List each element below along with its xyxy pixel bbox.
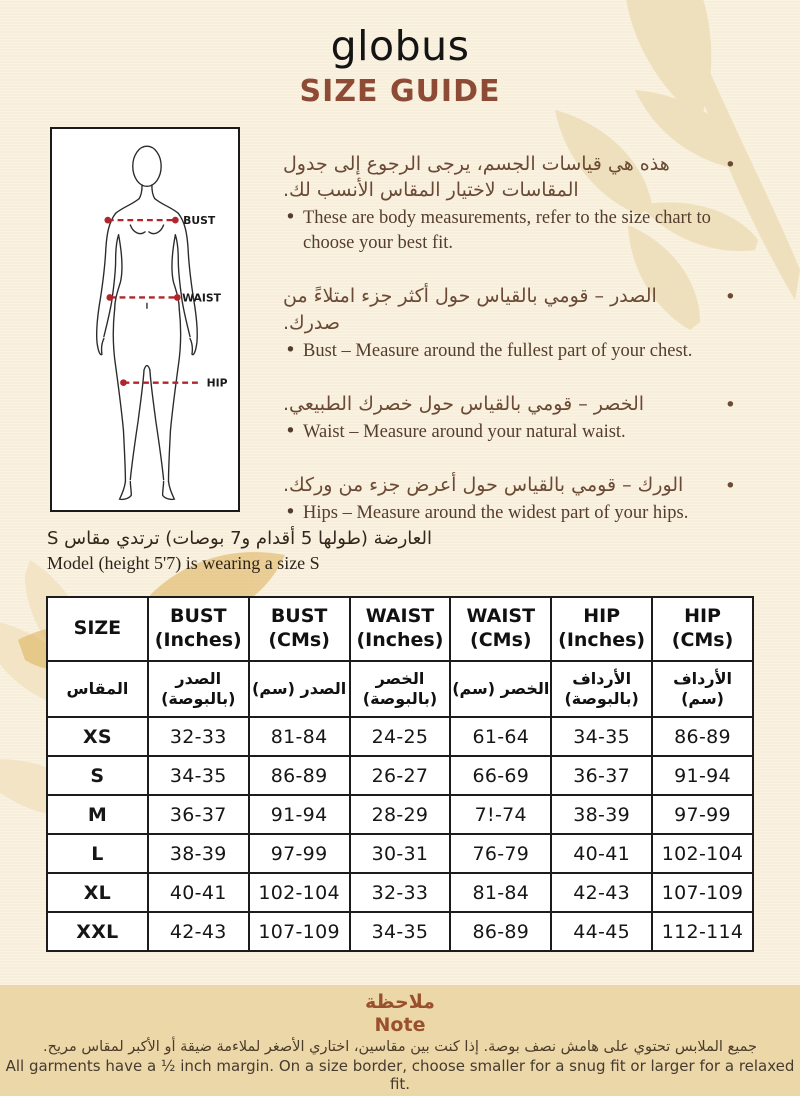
header-cell: BUST (Inches) [148,597,249,661]
instruction-item-bust [283,283,736,363]
note-title-english: Note [374,1014,426,1036]
table-cell: 61-64 [450,717,551,756]
instruction-item-hips [283,472,736,526]
table-cell: 24-25 [350,717,451,756]
bullet-icon: • [724,393,736,416]
header-cell: الأرداف (بالبوصة) [551,661,652,717]
table-cell: 76-79 [450,834,551,873]
table-cell: 40-41 [551,834,652,873]
bullet-icon: • [285,502,296,524]
table-row [47,873,753,912]
note-text-arabic: جميع الملابس تحتوي على هامش نصف بوصة. إذا كنت بين مقاسين، اختاري الأصغر لملاءمة ضيقة أو الأكبر لمقاس مريح. [43,1039,757,1055]
table-cell: 86-89 [652,717,753,756]
header-cell: الصدر (بالبوصة) [148,661,249,717]
table-row [47,756,753,795]
table-cell: 34-35 [148,756,249,795]
header-cell: المقاس [47,661,148,717]
instruction-english: • Hips – Measure around the widest part of your hips. [283,501,736,526]
instruction-arabic: • الصدر – قومي بالقياس حول أكثر جزء امتلاءً من صدرك. [283,285,736,334]
header-cell: HIP (CMs) [652,597,753,661]
page-title: SIZE GUIDE [299,74,501,109]
model-note [47,527,477,576]
table-cell: 40-41 [148,873,249,912]
bust-label: BUST [183,214,216,228]
table-cell: 66-69 [450,756,551,795]
header-cell: الصدر (سم) [249,661,350,717]
instruction-english: • Waist – Measure around your natural waist. [283,420,736,445]
table-cell: 34-35 [350,912,451,951]
table-cell: 102-104 [249,873,350,912]
header-cell: BUST (CMs) [249,597,350,661]
measurement-diagram [50,127,240,512]
size-label: L [47,834,148,873]
instructions-list [283,151,736,553]
bullet-icon: • [724,474,736,497]
bullet-icon: • [285,339,296,361]
body-figure-illustration [52,129,238,510]
header-cell: الأرداف (سم) [652,661,753,717]
table-cell: 30-31 [350,834,451,873]
table-cell: 81-84 [450,873,551,912]
table-header-english [47,597,753,661]
table-cell: 102-104 [652,834,753,873]
table-header-arabic [47,661,753,717]
waist-label: WAIST [182,291,221,305]
table-row [47,717,753,756]
header-cell: WAIST (Inches) [350,597,451,661]
table-cell: 32-33 [148,717,249,756]
table-cell: 26-27 [350,756,451,795]
instruction-item-waist [283,391,736,445]
instruction-english: • Bust – Measure around the fullest part of your chest. [283,339,736,364]
table-cell: 91-94 [249,795,350,834]
table-cell: 97-99 [652,795,753,834]
table-row [47,834,753,873]
size-label: XXL [47,912,148,951]
note-text-english: All garments have a ½ inch margin. On a size border, choose smaller for a snug fit or larger for a relaxed fit. [5,1057,795,1093]
table-cell: 112-114 [652,912,753,951]
table-cell: 44-45 [551,912,652,951]
table-cell: 36-37 [551,756,652,795]
instruction-item-general [283,151,736,256]
table-cell: 91-94 [652,756,753,795]
size-chart-table [46,596,754,952]
size-label: S [47,756,148,795]
brand-logo: globus [330,22,470,70]
instruction-arabic: • هذه هي قياسات الجسم، يرجى الرجوع إلى جدول المقاسات لاختيار المقاس الأنسب لك. [283,153,736,202]
table-cell: 81-84 [249,717,350,756]
table-cell: 36-37 [148,795,249,834]
header-cell: SIZE [47,597,148,661]
bullet-icon: • [724,286,736,309]
instruction-english: • These are body measurements, refer to the size chart to choose your best fit. [285,207,711,254]
model-note-arabic: العارضة (طولها 5 أقدام و7 بوصات) ترتدي مقاس S [47,528,432,549]
table-cell: 86-89 [450,912,551,951]
hip-label: HIP [206,376,228,390]
header-cell: الخصر (بالبوصة) [350,661,451,717]
table-cell: 28-29 [350,795,451,834]
size-label: M [47,795,148,834]
table-cell: 107-109 [652,873,753,912]
header-cell: WAIST (CMs) [450,597,551,661]
header-cell: HIP (Inches) [551,597,652,661]
table-row [47,912,753,951]
table-cell: 7!-74 [450,795,551,834]
table-cell: 38-39 [551,795,652,834]
table-cell: 107-109 [249,912,350,951]
table-cell: 42-43 [148,912,249,951]
table-cell: 38-39 [148,834,249,873]
table-row [47,795,753,834]
bullet-icon: • [285,207,296,229]
bullet-icon: • [724,154,736,176]
bullet-icon: • [285,421,296,442]
header-cell: الخصر (سم) [450,661,551,717]
size-label: XL [47,873,148,912]
table-cell: 32-33 [350,873,451,912]
table-cell: 34-35 [551,717,652,756]
note-title-arabic: ملاحظة [365,991,435,1013]
table-cell: 42-43 [551,873,652,912]
size-label: XS [47,717,148,756]
table-cell: 86-89 [249,756,350,795]
model-note-english: Model (height 5'7) is wearing a size S [47,553,320,574]
instruction-arabic: • الخصر – قومي بالقياس حول خصرك الطبيعي. [283,391,736,417]
instruction-arabic: • الورك – قومي بالقياس حول أعرض جزء من وركك. [283,472,736,498]
table-cell: 97-99 [249,834,350,873]
note-banner [0,985,800,1096]
